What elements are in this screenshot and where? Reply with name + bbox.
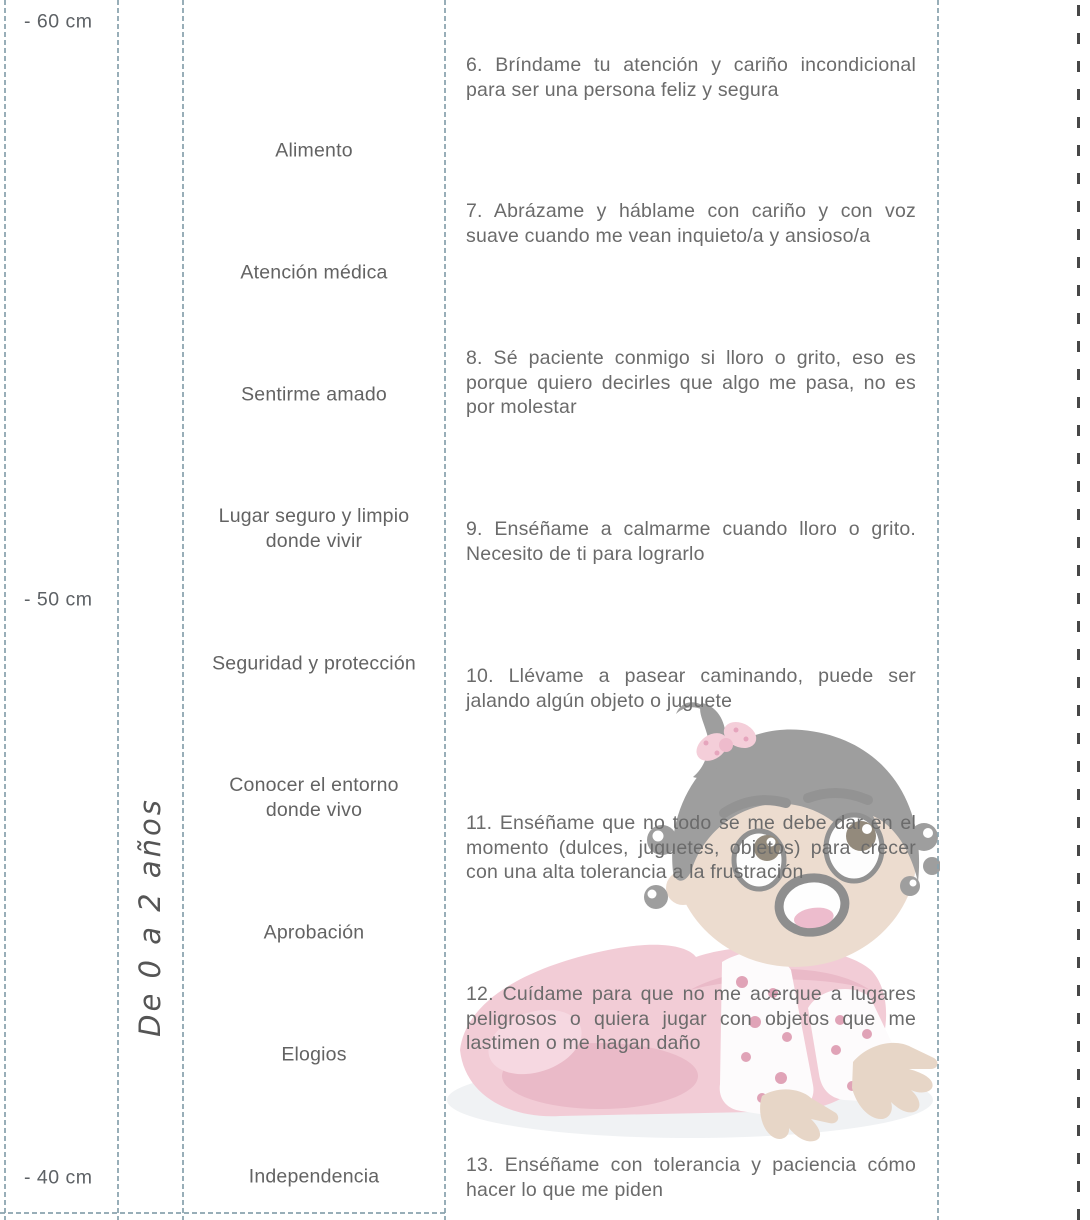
advice-item-7: 7. Abrázame y háblame con cariño y con voz suave cuando me vean inquieto/a y ansioso/a bbox=[466, 200, 916, 247]
column-divider-dashed bbox=[937, 0, 939, 1220]
baby-illustration bbox=[440, 690, 940, 1145]
need-label: Seguridad y protección bbox=[212, 652, 416, 675]
need-item-aprobacion bbox=[183, 921, 445, 946]
advice-item-6: 6. Bríndame tu atención y cariño incondicional para ser una persona feliz y segura bbox=[466, 54, 916, 101]
need-label: Independencia bbox=[248, 1165, 380, 1188]
need-item-conocer bbox=[183, 773, 445, 823]
height-marker-50cm: - 50 cm bbox=[24, 588, 93, 611]
need-item-lugar bbox=[183, 504, 445, 554]
need-item-independencia bbox=[183, 1165, 445, 1190]
need-label: Lugar seguro y limpio donde vivir bbox=[218, 505, 410, 552]
age-range-label: De 0 a 2 años bbox=[133, 797, 167, 1037]
need-label: Alimento bbox=[275, 139, 353, 162]
need-item-elogios bbox=[183, 1043, 445, 1068]
need-label: Conocer el entorno donde vivo bbox=[229, 774, 399, 821]
height-marker-40cm: - 40 cm bbox=[24, 1166, 93, 1189]
need-label: Atención médica bbox=[240, 261, 388, 284]
height-marker-60cm: - 60 cm bbox=[24, 10, 93, 33]
advice-item-11: 11. Enséñame que no todo se me debe dar en el momento (dulces, juguetes, objetos) para crecer con una alta tolerancia a la frustración bbox=[466, 812, 916, 883]
advice-item-13: 13. Enséñame con tolerancia y paciencia cómo hacer lo que me piden bbox=[466, 1154, 916, 1201]
advice-item-9: 9. Enséñame a calmarme cuando lloro o grito. Necesito de ti para lograrlo bbox=[466, 518, 916, 565]
need-item-seguridad bbox=[183, 652, 445, 677]
need-label: Sentirme amado bbox=[241, 383, 387, 406]
need-item-alimento bbox=[183, 139, 445, 164]
need-label: Aprobación bbox=[263, 921, 365, 944]
column-divider-dashed bbox=[117, 0, 119, 1220]
column-divider-dashed bbox=[182, 0, 184, 1220]
advice-item-10: 10. Llévame a pasear caminando, puede ser jalando algún objeto o juguete bbox=[466, 665, 916, 712]
need-item-sentirme bbox=[183, 383, 445, 408]
column-divider-dashed bbox=[444, 0, 446, 1220]
advice-item-12: 12. Cuídame para que no me acerque a lugares peligrosos o quiera jugar con objetos que me lastimen o me hagan daño bbox=[466, 983, 916, 1054]
advice-item-8: 8. Sé paciente conmigo si lloro o grito, eso es porque quiero decirles que algo me pasa, no es por molestar bbox=[466, 347, 916, 418]
need-label: Elogios bbox=[281, 1043, 347, 1066]
row-divider-dashed bbox=[0, 1212, 445, 1214]
column-divider-dashed bbox=[4, 0, 6, 1220]
page-cut-dashes bbox=[1077, 5, 1080, 1220]
need-item-atencion bbox=[183, 261, 445, 286]
